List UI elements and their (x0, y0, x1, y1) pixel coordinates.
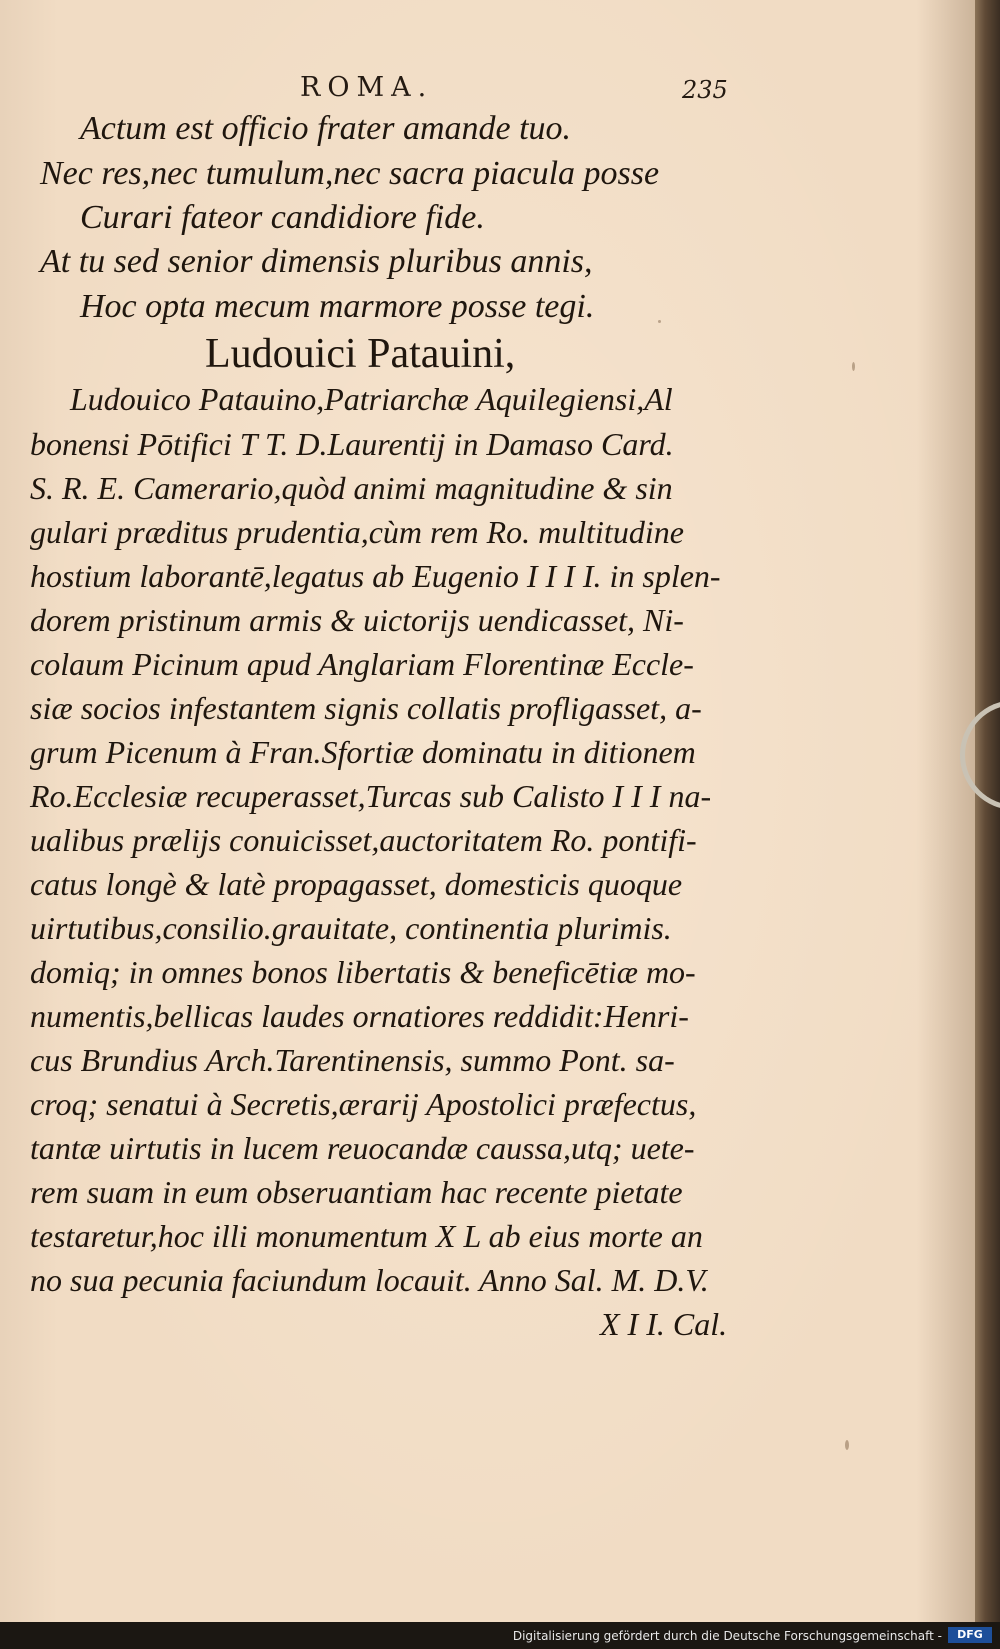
text-line: grum Picenum à Fran.Sfortiæ dominatu in ditionem (30, 734, 696, 770)
paper-blemish (658, 320, 661, 323)
paper-blemish (845, 1440, 849, 1450)
text-line: ualibus prælijs conuicisset,auctoritatem Ro. pontifi- (30, 822, 697, 858)
text-line: Ludouico Patauino,Patriarchæ Aquilegiensi,Al (70, 381, 673, 417)
text-line: numentis,bellicas laudes ornatiores reddidit:Henri- (30, 998, 689, 1034)
text-line: siæ socios infestantem signis collatis profligasset, a- (30, 690, 702, 726)
footer-bar (0, 1622, 1000, 1649)
page-edge (975, 0, 1000, 1622)
text-line: bonensi Pōtifici T T. D.Laurentij in Damaso Card. (30, 426, 674, 462)
text-line: domiq; in omnes bonos libertatis & beneficētiæ mo- (30, 954, 696, 990)
verse-line: At tu sed senior dimensis pluribus annis, (40, 243, 593, 280)
text-line: no sua pecunia faciundum locauit. Anno Sal. M. D.V. (30, 1262, 709, 1298)
page-number: 235 (682, 76, 728, 104)
verse-line: Curari fateor candidiore fide. (80, 199, 485, 236)
text-line: testaretur,hoc illi monumentum X L ab eius morte an (30, 1218, 703, 1254)
text-line: Ro.Ecclesiæ recuperasset,Turcas sub Calisto I I I na- (30, 778, 712, 814)
text-line: croq; senatui à Secretis,ærarij Apostolici præfectus, (30, 1086, 697, 1122)
text-line: rem suam in eum obseruantiam hac recente pietate (30, 1174, 683, 1210)
running-title: ROMA. (300, 72, 434, 103)
verse-line: Nec res,nec tumulum,nec sacra piacula posse (40, 155, 660, 192)
text-line: colaum Picinum apud Anglariam Florentinæ Eccle- (30, 646, 694, 682)
text-line: catus longè & latè propagasset, domesticis quoque (30, 866, 683, 902)
digitization-credit: Digitalisierung gefördert durch die Deutsche Forschungsgemeinschaft - (512, 1629, 942, 1643)
text-line: hostium laborantē,legatus ab Eugenio I I I I. in splen- (30, 558, 721, 594)
text-line: dorem pristinum armis & uictorijs uendicasset, Ni- (30, 602, 684, 638)
inscription-heading: Ludouici Patauini, (205, 331, 516, 377)
text-line: X I I. Cal. (600, 1306, 728, 1342)
paper-blemish (852, 362, 855, 371)
verse-line: Hoc opta mecum marmore posse tegi. (80, 288, 595, 325)
text-line: gulari præditus prudentia,cùm rem Ro. multitudine (30, 514, 684, 550)
text-line: cus Brundius Arch.Tarentinensis, summo Pont. sa- (30, 1042, 675, 1078)
text-line: uirtutibus,consilio.grauitate, continentia plurimis. (30, 910, 672, 946)
page-header (0, 72, 975, 112)
text-line: S. R. E. Camerario,quòd animi magnitudine & sin (30, 470, 673, 506)
verse-line: Actum est officio frater amande tuo. (80, 110, 572, 147)
dfg-logo: DFG (948, 1627, 992, 1643)
text-line: tantæ uirtutis in lucem reuocandæ caussa,utq; uete- (30, 1130, 695, 1166)
